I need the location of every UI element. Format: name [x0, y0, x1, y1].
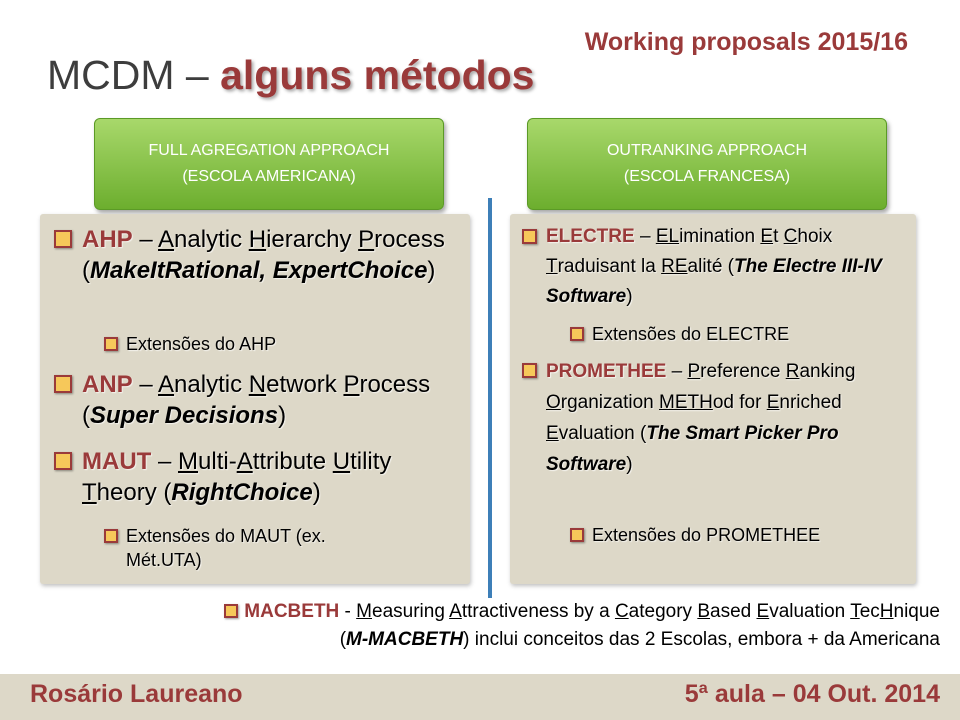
checkbox-bullet-icon: [522, 229, 537, 244]
checkbox-bullet-icon: [570, 528, 584, 542]
macbeth-note: [40, 598, 940, 654]
title-prefix: MCDM –: [47, 52, 221, 98]
checkbox-bullet-icon: [54, 375, 72, 393]
checkbox-bullet-icon: [224, 604, 238, 618]
bullet-anp: [54, 369, 464, 431]
checkbox-bullet-icon: [104, 529, 118, 543]
proposals-heading: Working proposals 2015/16: [584, 28, 908, 56]
vertical-divider: [488, 198, 492, 598]
macbeth-line1: MACBETH - Measuring Attractiveness by a Category Based Evaluation TecHnique: [40, 598, 940, 626]
bullet-electre: [522, 222, 902, 312]
checkbox-bullet-icon: [104, 337, 118, 351]
anp-text: ANP – Analytic Network Process (Super Decisions): [82, 371, 431, 429]
checkbox-bullet-icon: [522, 363, 537, 378]
ahp-text: AHP – Analytic Hierarchy Process (MakeItRational, ExpertChoice): [82, 226, 445, 284]
maut-text: MAUT – Multi-Attribute Utility Theory (RightChoice): [82, 448, 392, 506]
electre-ext-text: Extensões do ELECTRE: [592, 324, 790, 344]
approach-full-line1: FULL AGREGATION APPROACH: [148, 142, 390, 159]
bullet-maut-ext: [104, 524, 404, 572]
ahp-ext-text: Extensões do AHP: [126, 334, 277, 354]
slide-title: [47, 52, 534, 99]
approach-full-line2: (ESCOLA AMERICANA): [182, 168, 356, 185]
bullet-promethee-ext: [570, 523, 900, 547]
checkbox-bullet-icon: [54, 452, 72, 470]
title-emphasis: alguns métodos: [220, 52, 535, 98]
promethee-text: PROMETHEE – Preference Ranking Organization METHod for Enriched Evaluation (The Smart Picker Pro Software): [546, 361, 856, 475]
american-school-panel: [40, 214, 470, 584]
footer-author: Rosário Laureano: [30, 680, 243, 708]
approach-out-line2: (ESCOLA FRANCESA): [623, 168, 791, 185]
bullet-ahp: [54, 224, 464, 286]
outranking-approach-box: [527, 118, 887, 210]
bullet-promethee: [522, 356, 902, 480]
french-school-panel: [510, 214, 916, 584]
full-agregation-approach-box: [94, 118, 444, 210]
maut-ext-text: Extensões do MAUT (ex. Mét.UTA): [126, 526, 326, 570]
checkbox-bullet-icon: [54, 230, 72, 248]
bullet-ahp-ext: [104, 332, 454, 356]
electre-text: ELECTRE – ELimination Et Choix Traduisant la REalité (The Electre III-IV Software): [546, 226, 882, 307]
checkbox-bullet-icon: [570, 327, 584, 341]
promethee-ext-text: Extensões do PROMETHEE: [592, 525, 821, 545]
macbeth-line2: (M-MACBETH) inclui conceitos das 2 Escolas, embora + da Americana: [339, 629, 940, 650]
approach-out-line1: OUTRANKING APPROACH: [606, 142, 808, 159]
bullet-electre-ext: [570, 322, 900, 346]
bullet-maut: [54, 446, 464, 508]
footer-class-info: 5ª aula – 04 Out. 2014: [684, 680, 940, 708]
